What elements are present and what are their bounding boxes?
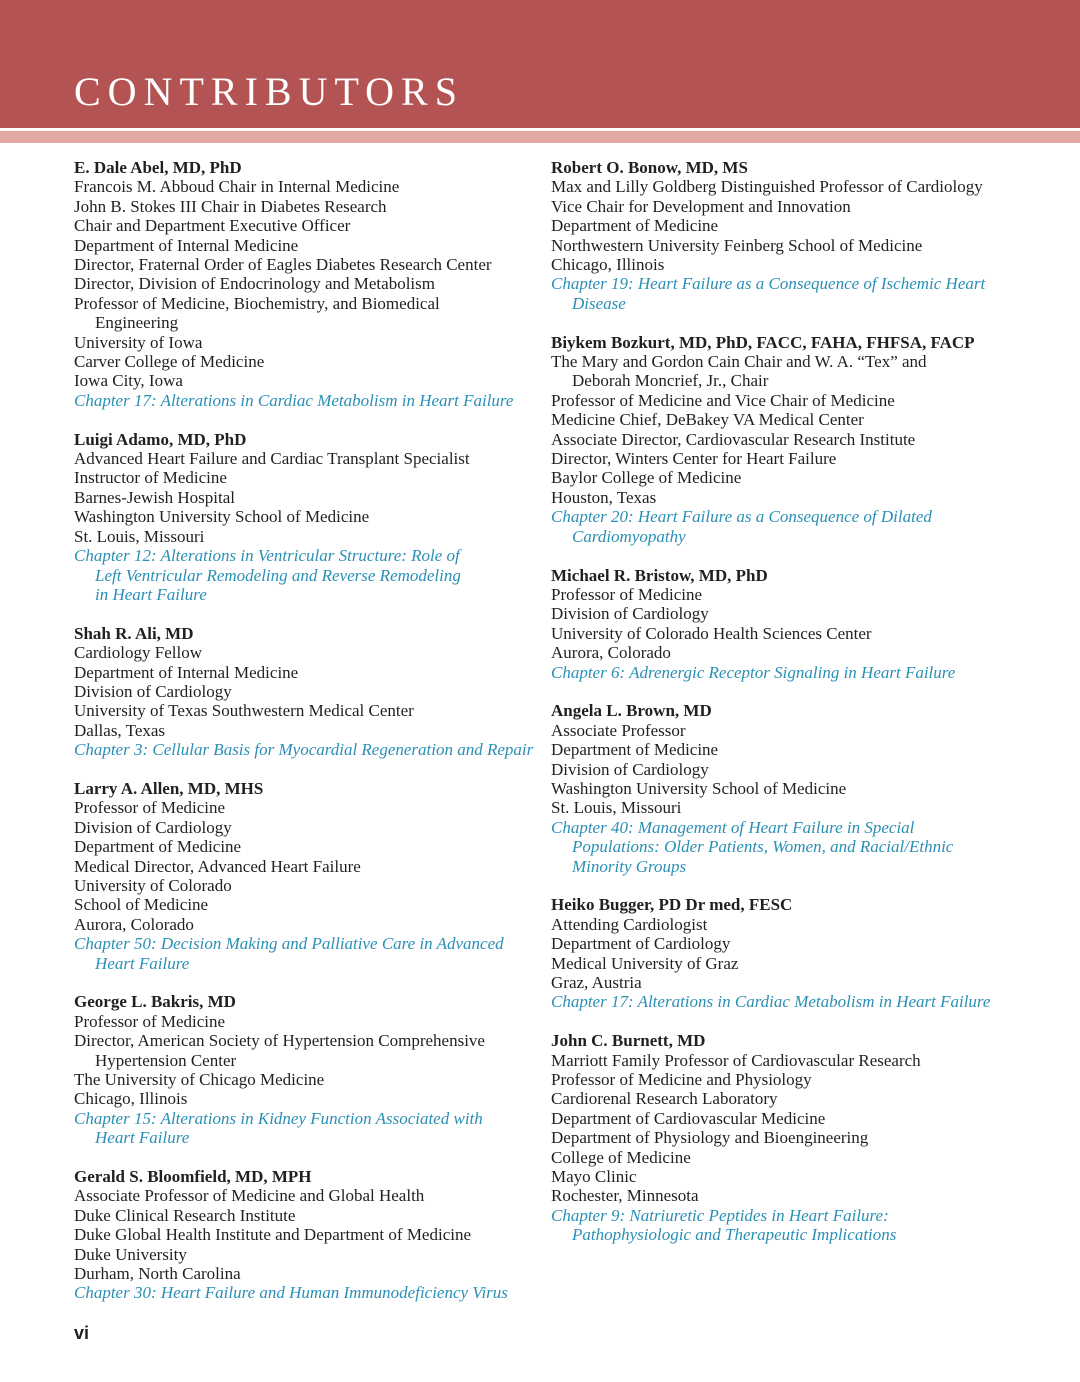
contributor-entry — [551, 701, 1021, 876]
chapter-link[interactable]: Chapter 9: Natriuretic Peptides in Heart Failure: — [551, 1205, 889, 1225]
chapter-link[interactable]: Chapter 50: Decision Making and Palliative Care in Advanced — [74, 934, 504, 954]
contributor-name: Biykem Bozkurt, MD, PhD, FACC, FAHA, FHFSA, FACP — [551, 332, 975, 352]
page-title: CONTRIBUTORS — [74, 69, 464, 114]
contributor-name: E. Dale Abel, MD, PhD — [74, 158, 242, 177]
page-number: vi — [74, 1323, 90, 1343]
chapter-link[interactable]: Cardiomyopathy — [572, 526, 686, 546]
affiliation-line: Carver College of Medicine — [74, 352, 265, 372]
affiliation-line: Professor of Medicine — [74, 1011, 226, 1031]
chapter-link[interactable]: Pathophysiologic and Therapeutic Implications — [572, 1225, 897, 1245]
affiliation-line: Durham, North Carolina — [74, 1264, 241, 1284]
affiliation-line: Northwestern University Feinberg School of Medicine — [551, 235, 923, 255]
affiliation-line: Cardiology Fellow — [74, 643, 202, 663]
affiliation-line: Professor of Medicine and Vice Chair of Medicine — [551, 390, 895, 410]
affiliation-line: Chair and Department Executive Officer — [74, 216, 351, 236]
affiliation-line: Professor of Medicine, Biochemistry, and Biomedical — [74, 293, 440, 313]
contributor-name: Angela L. Brown, MD — [551, 701, 712, 721]
contributor-entry — [74, 624, 544, 760]
affiliation-line: University of Colorado — [74, 875, 232, 895]
chapter-link[interactable]: Populations: Older Patients, Women, and Racial/Ethnic — [572, 837, 954, 857]
contributor-entry — [74, 779, 544, 973]
affiliation-line: The Mary and Gordon Cain Chair and W. A. “Tex” and — [551, 352, 927, 372]
chapter-link[interactable]: Chapter 15: Alterations in Kidney Function Associated with — [74, 1108, 483, 1128]
affiliation-line: Department of Medicine — [74, 837, 242, 857]
contributor-name: Michael R. Bristow, MD, PhD — [551, 565, 768, 585]
affiliation-line: Instructor of Medicine — [74, 468, 227, 488]
contributor-name: Larry A. Allen, MD, MHS — [74, 778, 264, 798]
affiliation-line: Associate Director, Cardiovascular Research Institute — [551, 429, 916, 449]
affiliation-line: Director, Winters Center for Heart Failure — [551, 449, 837, 469]
chapter-link[interactable]: Chapter 12: Alterations in Ventricular Structure: Role of — [74, 546, 460, 566]
affiliation-line: Advanced Heart Failure and Cardiac Transplant Specialist — [74, 449, 470, 469]
affiliation-line: Houston, Texas — [551, 487, 657, 507]
contributor-name: Luigi Adamo, MD, PhD — [74, 429, 247, 449]
contributor-entry — [551, 333, 1021, 546]
contributors-column-left — [74, 158, 544, 1322]
affiliation-line: The University of Chicago Medicine — [74, 1070, 325, 1090]
affiliation-line: School of Medicine — [74, 895, 209, 915]
affiliation-line: Dallas, Texas — [74, 720, 166, 740]
chapter-link[interactable]: Chapter 17: Alterations in Cardiac Metabolism in Heart Failure — [74, 390, 514, 410]
affiliation-line: University of Colorado Health Sciences Center — [551, 623, 872, 643]
affiliation-line: St. Louis, Missouri — [74, 526, 205, 546]
affiliation-line: Professor of Medicine — [551, 584, 703, 604]
affiliation-line: John B. Stokes III Chair in Diabetes Research — [74, 196, 387, 216]
chapter-link[interactable]: Disease — [572, 293, 626, 313]
affiliation-line: University of Iowa — [74, 332, 203, 352]
affiliation-line: Hypertension Center — [95, 1050, 237, 1070]
affiliation-line: Department of Medicine — [551, 740, 719, 760]
contributor-entry — [551, 1031, 1021, 1244]
affiliation-line: Duke Clinical Research Institute — [74, 1205, 296, 1225]
affiliation-line: Duke University — [74, 1244, 187, 1264]
affiliation-line: Division of Cardiology — [74, 817, 232, 837]
contributor-entry — [74, 430, 544, 605]
contributor-name: John C. Burnett, MD — [551, 1031, 706, 1051]
chapter-link[interactable]: Chapter 6: Adrenergic Receptor Signaling in Heart Failure — [551, 662, 956, 682]
contributor-entry — [551, 566, 1021, 682]
chapter-link[interactable]: Minority Groups — [572, 856, 687, 876]
contributors-column-right — [551, 158, 1021, 1264]
affiliation-line: Max and Lilly Goldberg Distinguished Professor of Cardiology — [551, 177, 983, 197]
contributor-entry — [551, 158, 1021, 313]
affiliation-line: Mayo Clinic — [551, 1167, 637, 1187]
affiliation-line: Director, Fraternal Order of Eagles Diabetes Research Center — [74, 255, 492, 275]
affiliation-line: College of Medicine — [551, 1147, 691, 1167]
contributor-name: George L. Bakris, MD — [74, 992, 236, 1012]
contributor-name: Heiko Bugger, PD Dr med, FESC — [551, 895, 793, 915]
affiliation-line: University of Texas Southwestern Medical Center — [74, 701, 414, 721]
affiliation-line: Rochester, Minnesota — [551, 1186, 699, 1206]
chapter-link[interactable]: Chapter 20: Heart Failure as a Consequence of Dilated — [551, 507, 932, 527]
affiliation-line: St. Louis, Missouri — [551, 798, 682, 818]
contributor-name: Robert O. Bonow, MD, MS — [551, 158, 748, 177]
affiliation-line: Attending Cardiologist — [551, 914, 708, 934]
affiliation-line: Duke Global Health Institute and Department of Medicine — [74, 1225, 472, 1245]
affiliation-line: Graz, Austria — [551, 973, 642, 992]
contributor-entry — [551, 895, 1021, 1011]
chapter-link[interactable]: Chapter 30: Heart Failure and Human Immunodeficiency Virus — [74, 1283, 508, 1303]
affiliation-line: Department of Internal Medicine — [74, 662, 299, 682]
affiliation-line: Deborah Moncrief, Jr., Chair — [572, 371, 769, 391]
affiliation-line: Barnes-Jewish Hospital — [74, 487, 236, 507]
affiliation-line: Department of Cardiovascular Medicine — [551, 1108, 826, 1128]
affiliation-line: Department of Medicine — [551, 216, 719, 236]
contributor-entry — [74, 158, 544, 410]
affiliation-line: Chicago, Illinois — [74, 1089, 188, 1109]
affiliation-line: Baylor College of Medicine — [551, 468, 742, 488]
affiliation-line: Division of Cardiology — [551, 604, 709, 624]
affiliation-line: Director, American Society of Hypertension Comprehensive — [74, 1031, 485, 1051]
affiliation-line: Department of Physiology and Bioengineering — [551, 1128, 869, 1148]
contributor-name: Gerald S. Bloomfield, MD, MPH — [74, 1167, 312, 1187]
affiliation-line: Washington University School of Medicine — [74, 507, 370, 527]
affiliation-line: Vice Chair for Development and Innovation — [551, 196, 851, 216]
chapter-link[interactable]: Chapter 40: Management of Heart Failure in Special — [551, 817, 915, 837]
affiliation-line: Medical Director, Advanced Heart Failure — [74, 856, 361, 876]
chapter-link[interactable]: Heart Failure — [95, 1128, 190, 1148]
affiliation-line: Department of Internal Medicine — [74, 235, 299, 255]
chapter-link[interactable]: in Heart Failure — [95, 584, 207, 604]
affiliation-line: Medical University of Graz — [551, 953, 739, 973]
affiliation-line: Marriott Family Professor of Cardiovascular Research — [551, 1050, 921, 1070]
contributor-entry — [74, 992, 544, 1147]
affiliation-line: Aurora, Colorado — [551, 643, 671, 663]
affiliation-line: Director, Division of Endocrinology and Metabolism — [74, 274, 435, 294]
affiliation-line: Medicine Chief, DeBakey VA Medical Center — [551, 410, 864, 430]
affiliation-line: Division of Cardiology — [74, 681, 232, 701]
affiliation-line: Department of Cardiology — [551, 934, 731, 954]
chapter-link[interactable]: Chapter 3: Cellular Basis for Myocardial Regeneration and Repair — [74, 740, 534, 760]
affiliation-line: Associate Professor — [551, 720, 686, 740]
contributor-name: Shah R. Ali, MD — [74, 623, 194, 643]
affiliation-line: Associate Professor of Medicine and Global Health — [74, 1186, 425, 1206]
affiliation-line: Division of Cardiology — [551, 759, 709, 779]
chapter-link[interactable]: Chapter 17: Alterations in Cardiac Metabolism in Heart Failure — [551, 992, 991, 1012]
contributor-entry — [74, 1167, 544, 1303]
affiliation-line: Francois M. Abboud Chair in Internal Medicine — [74, 177, 400, 197]
chapter-link[interactable]: Heart Failure — [95, 953, 190, 973]
affiliation-line: Aurora, Colorado — [74, 914, 194, 934]
affiliation-line: Engineering — [95, 313, 179, 333]
affiliation-line: Cardiorenal Research Laboratory — [551, 1089, 778, 1109]
affiliation-line: Washington University School of Medicine — [551, 778, 847, 798]
affiliation-line: Professor of Medicine — [74, 798, 226, 818]
chapter-link[interactable]: Left Ventricular Remodeling and Reverse Remodeling — [95, 565, 461, 585]
affiliation-line: Chicago, Illinois — [551, 255, 665, 275]
chapter-link[interactable]: Chapter 19: Heart Failure as a Consequence of Ischemic Heart — [551, 274, 986, 294]
header-divider — [0, 131, 1080, 143]
affiliation-line: Professor of Medicine and Physiology — [551, 1070, 812, 1090]
affiliation-line: Iowa City, Iowa — [74, 371, 183, 391]
